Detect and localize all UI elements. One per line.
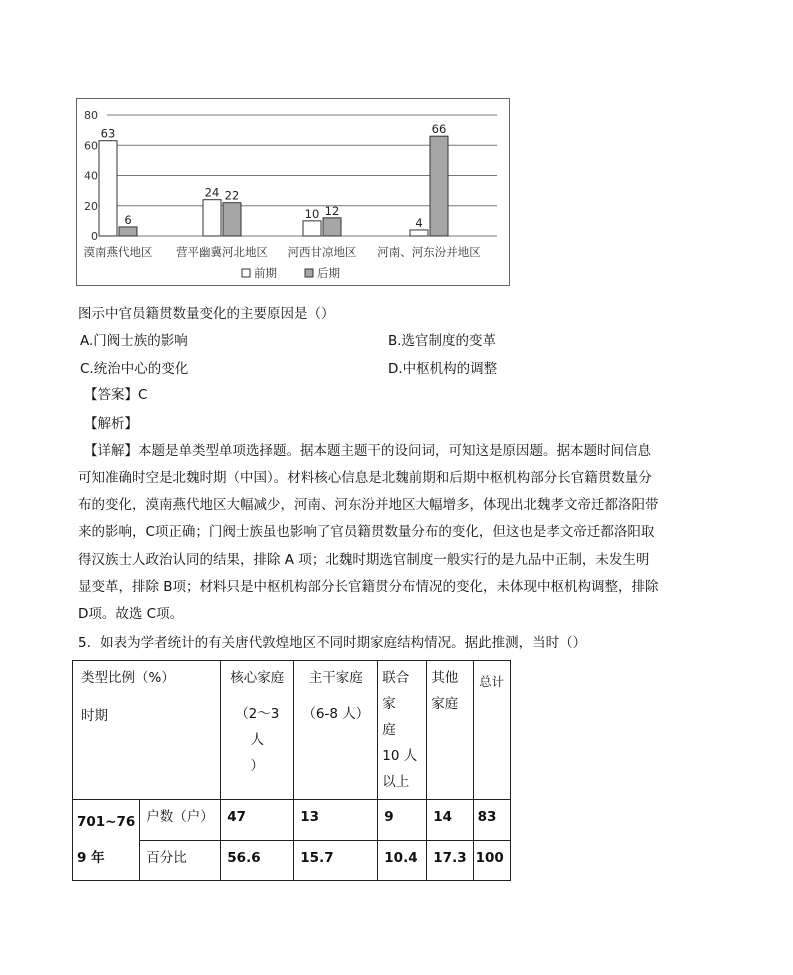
col-joint-family-2: 庭: [382, 722, 396, 738]
cell-percent-core: 56.6: [227, 849, 261, 866]
explanation-line: 来的影响，C项正确；门阀士族虽也影响了官员籍贯数量分布的变化，但这也是孝文帝迁都洛阳取: [78, 524, 655, 540]
explanation-line: 显变革，排除 B项；材料只是中枢机构部分长官籍贯分布情况的变化，未体现中枢机构调整，排除: [78, 579, 659, 595]
bar-late: [323, 218, 341, 236]
bar-early: [410, 230, 428, 236]
row-percent-label: 百分比: [146, 849, 187, 866]
data-label: 24: [204, 185, 220, 200]
data-label: 63: [100, 126, 116, 141]
period-range-2: 9 年: [77, 850, 105, 866]
col-other-family-2: 家庭: [431, 696, 459, 712]
option-c: C.统治中心的变化: [80, 361, 189, 377]
bar-late: [119, 227, 137, 236]
y-tick-label: 20: [84, 199, 98, 213]
legend-swatch: [242, 269, 250, 277]
cell-percent-joint: 10.4: [384, 849, 418, 866]
col-other-family: 其他: [431, 670, 459, 686]
option-b: B.选官制度的变革: [388, 333, 497, 349]
period-range: 701~76: [77, 814, 136, 830]
explanation-line: 布的变化，漠南燕代地区大幅减少，河南、河东汾并地区大幅增多，体现出北魏孝文帝迁都洛阳带: [78, 497, 659, 513]
option-d: D.中枢机构的调整: [388, 361, 498, 377]
cell-percent-other: 17.3: [433, 849, 467, 866]
data-label: 22: [224, 188, 240, 203]
category-label: 漠南燕代地区: [83, 245, 153, 259]
explanation-line: 【详解】本题是单类型单项选择题。据本题主题干的设问词，可知这是原因题。据本题时间信息: [84, 443, 651, 459]
explanation-line: D项。故选 C项。: [78, 606, 184, 622]
col-stem-family: 主干家庭: [308, 670, 363, 686]
col-joint-family-size: 10 人: [382, 748, 418, 764]
cell-households-other: 14: [433, 809, 453, 825]
col-core-family-close: ）: [250, 758, 265, 774]
bar-early: [303, 221, 321, 236]
question5-stem: 5．如表为学者统计的有关唐代敦煌地区不同时期家庭结构情况。据此推测，当时（）: [78, 635, 587, 651]
cell-percent-total: 100: [475, 849, 504, 866]
explanation-line: 得汉族士人政治认同的结果，排除 A 项；北魏时期选官制度一般实行的是九品中正制，未发生明: [78, 552, 650, 568]
col-joint-family-size-2: 以上: [382, 774, 410, 790]
cell-households-stem: 13: [300, 809, 320, 825]
chart-canvas: [77, 99, 511, 287]
legend-label: 后期: [317, 266, 340, 280]
header-period: 时期: [81, 708, 108, 724]
answer: 【答案】C: [84, 387, 148, 403]
bar-early: [203, 200, 221, 236]
col-total: 总计: [479, 674, 505, 689]
bar-early: [99, 141, 117, 236]
legend-swatch: [305, 269, 313, 277]
category-label: 营平幽冀河北地区: [176, 245, 268, 259]
bar-late: [223, 203, 241, 236]
data-label: 6: [124, 212, 132, 227]
explanation-line: 可知准确时空是北魏时期（中国）。材料核心信息是北魏前期和后期中枢机构部分长官籍贯数量分: [78, 470, 652, 486]
cell-households-core: 47: [227, 809, 247, 825]
cell-households-joint: 9: [384, 809, 394, 825]
col-core-family-size: （2～3 人: [235, 706, 280, 748]
header-type: 类型比例（%）: [81, 670, 175, 686]
analysis-title: 【解析】: [84, 416, 138, 432]
bar-late: [430, 136, 448, 236]
col-stem-family-size: （6-8 人）: [302, 706, 370, 722]
y-tick-label: 80: [84, 109, 98, 122]
data-label: 10: [304, 206, 320, 221]
category-label: 河西甘凉地区: [287, 245, 357, 259]
y-tick-label: 60: [84, 139, 98, 153]
y-tick-label: 0: [91, 230, 98, 243]
legend-label: 前期: [254, 266, 277, 280]
cell-percent-stem: 15.7: [300, 849, 334, 866]
data-label: 66: [431, 122, 447, 137]
y-tick-label: 40: [84, 169, 98, 183]
question-stem: 图示中官员籍贯数量变化的主要原因是（）: [78, 306, 335, 322]
data-label: 12: [324, 203, 340, 218]
category-label: 河南、河东汾并地区: [377, 245, 481, 259]
option-a: A.门阀士族的影响: [80, 333, 188, 349]
bar-chart: [76, 98, 510, 286]
cell-households-total: 83: [477, 809, 497, 825]
col-joint-family: 联合家: [382, 670, 410, 712]
row-households-label: 户数（户）: [146, 809, 214, 825]
col-core-family: 核心家庭: [230, 670, 285, 686]
family-structure-table: [72, 660, 511, 881]
data-label: 4: [415, 215, 423, 230]
